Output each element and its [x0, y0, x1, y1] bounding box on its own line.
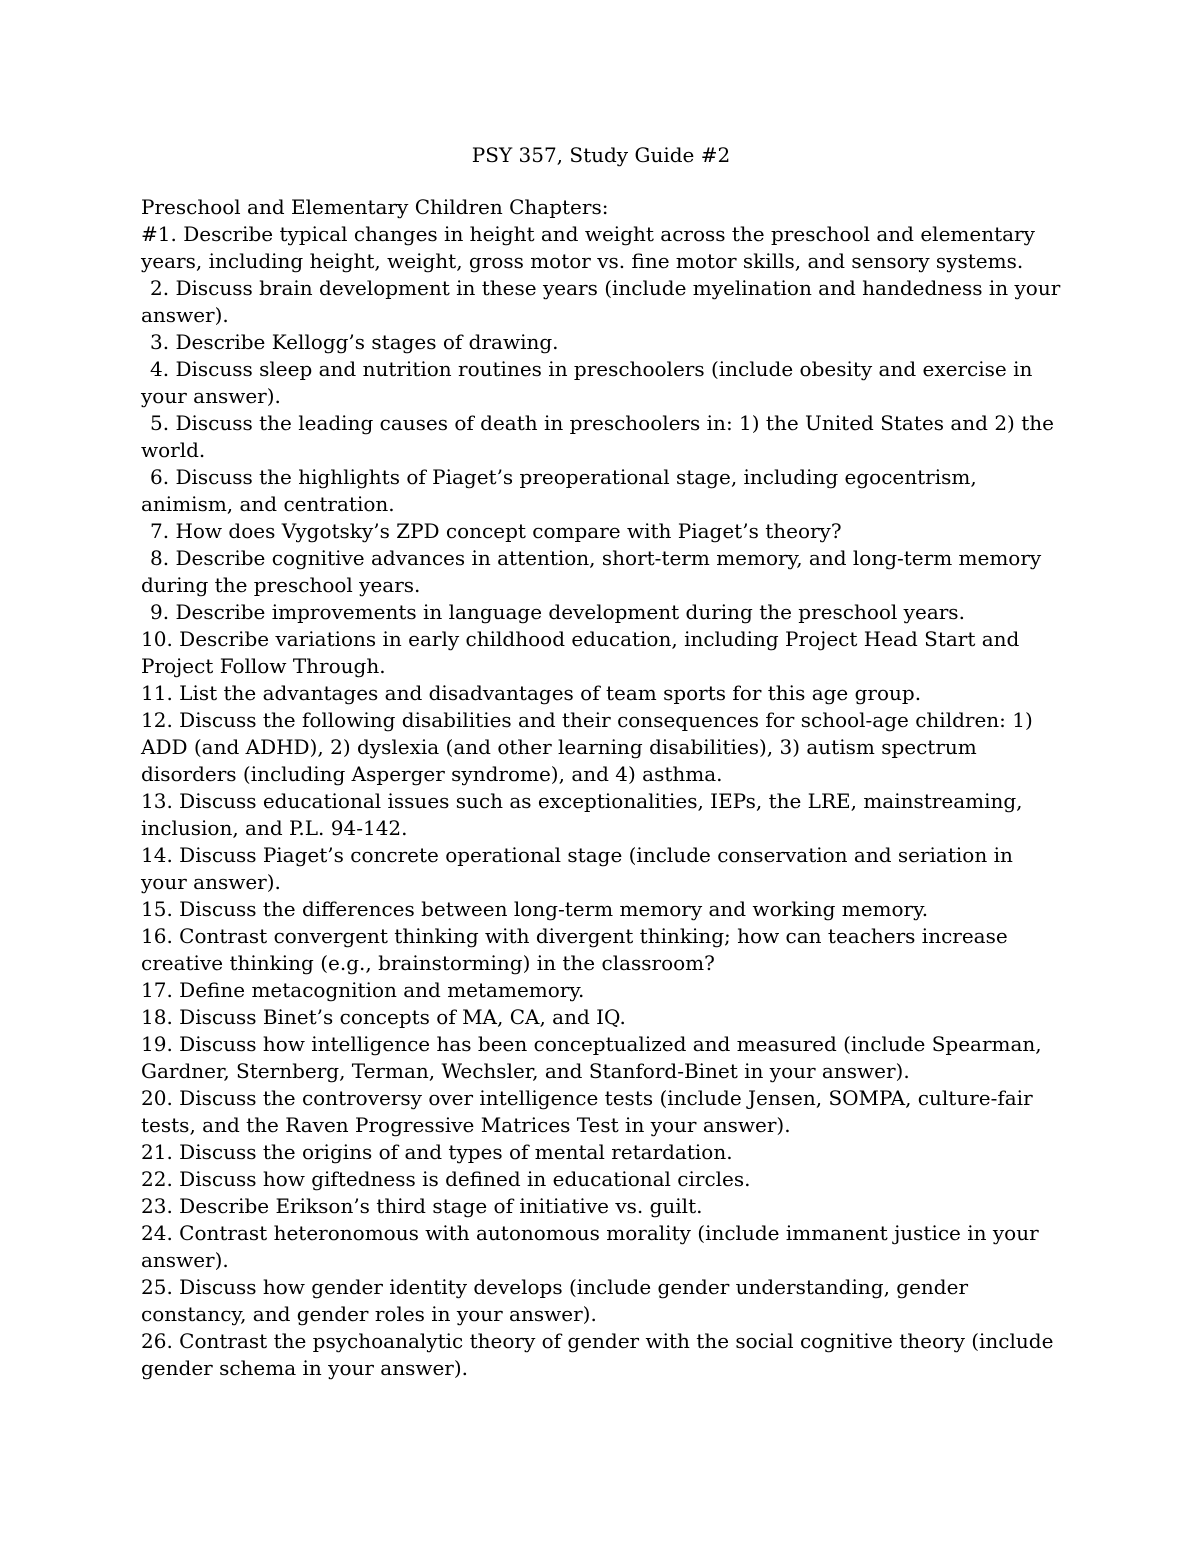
question-number: 9.: [150, 600, 170, 624]
question-item: [141, 1031, 1061, 1085]
question-item: [141, 923, 1061, 977]
question-text: Discuss how gender identity develops (include gender understanding, gender constancy, and gender roles in your answer).: [141, 1275, 968, 1326]
question-number: 5.: [150, 411, 170, 435]
question-text: Discuss Piaget’s concrete operational stage (include conservation and seriation in your answer).: [141, 843, 1013, 894]
question-number: 14.: [141, 843, 173, 867]
question-text: Discuss educational issues such as exceptionalities, IEPs, the LRE, mainstreaming, inclusion, and P.L. 94-142.: [141, 789, 1023, 840]
question-item: [141, 1166, 1061, 1193]
question-number: 21.: [141, 1140, 173, 1164]
question-text: Discuss the following disabilities and their consequences for school-age children: 1) ADD (and ADHD), 2) dyslexia (and other learning disabilities), 3) autism spectrum disorders (including Asperger syndrome), and 4) asthma.: [141, 708, 1033, 786]
question-number: 13.: [141, 789, 173, 813]
question-number: 26.: [141, 1329, 173, 1353]
question-item: [141, 1328, 1061, 1382]
question-text: Discuss the differences between long-term memory and working memory.: [172, 897, 929, 921]
question-text: Define metacognition and metamemory.: [172, 978, 585, 1002]
document-title: PSY 357, Study Guide #2: [471, 143, 731, 167]
question-number: 24.: [141, 1221, 173, 1245]
question-text: Discuss how intelligence has been conceptualized and measured (include Spearman, Gardner, Sternberg, Terman, Wechsler, and Stanford-Binet in your answer).: [141, 1032, 1042, 1083]
question-number: 18.: [141, 1005, 173, 1029]
question-item: [141, 626, 1061, 680]
question-number: 16.: [141, 924, 173, 948]
question-text: Discuss sleep and nutrition routines in preschoolers (include obesity and exercise in your answer).: [141, 357, 1033, 408]
question-number: 22.: [141, 1167, 173, 1191]
question-text: List the advantages and disadvantages of team sports for this age group.: [172, 681, 922, 705]
question-item: [141, 977, 1061, 1004]
question-item: [141, 1274, 1061, 1328]
question-text: Contrast the psychoanalytic theory of gender with the social cognitive theory (include gender schema in your answer).: [141, 1329, 1054, 1380]
question-number: 2.: [150, 276, 170, 300]
question-number: 7.: [150, 519, 170, 543]
question-number: 12.: [141, 708, 173, 732]
section-heading: Preschool and Elementary Children Chapters:: [141, 195, 609, 219]
question-number: 10.: [141, 627, 173, 651]
question-number: #1.: [141, 222, 177, 246]
question-list: [141, 221, 1061, 1382]
question-item: [141, 1220, 1061, 1274]
question-item: [141, 356, 1061, 410]
question-item: [141, 788, 1061, 842]
question-text: Describe variations in early childhood education, including Project Head Start and Project Follow Through.: [141, 627, 1020, 678]
question-item: [141, 707, 1061, 788]
question-text: Describe cognitive advances in attention, short-term memory, and long-term memory during the preschool years.: [141, 546, 1042, 597]
question-item: [141, 1085, 1061, 1139]
question-item: [141, 1139, 1061, 1166]
question-text: Discuss brain development in these years (include myelination and handedness in your answer).: [141, 276, 1061, 327]
question-number: 3.: [150, 330, 170, 354]
question-text: Describe Kellogg’s stages of drawing.: [169, 330, 559, 354]
question-number: 25.: [141, 1275, 173, 1299]
question-number: 15.: [141, 897, 173, 921]
question-item: [141, 464, 1061, 518]
question-text: Describe Erikson’s third stage of initiative vs. guilt.: [172, 1194, 703, 1218]
question-item: [141, 410, 1061, 464]
question-item: [141, 275, 1061, 329]
document-page: [141, 140, 1061, 1382]
question-number: 6.: [150, 465, 170, 489]
question-item: [141, 599, 1061, 626]
question-number: 8.: [150, 546, 170, 570]
question-number: 4.: [150, 357, 170, 381]
question-text: Discuss the highlights of Piaget’s preoperational stage, including egocentrism, animism, and centration.: [141, 465, 977, 516]
question-text: Discuss the origins of and types of mental retardation.: [172, 1140, 733, 1164]
question-item: [141, 518, 1061, 545]
question-text: Discuss how giftedness is defined in educational circles.: [172, 1167, 751, 1191]
question-item: [141, 221, 1061, 275]
question-number: 20.: [141, 1086, 173, 1110]
question-number: 19.: [141, 1032, 173, 1056]
question-item: [141, 329, 1061, 356]
question-number: 23.: [141, 1194, 173, 1218]
question-text: Contrast heteronomous with autonomous morality (include immanent justice in your answer).: [141, 1221, 1039, 1272]
question-item: [141, 545, 1061, 599]
question-number: 11.: [141, 681, 173, 705]
question-text: Describe improvements in language development during the preschool years.: [169, 600, 965, 624]
question-item: [141, 896, 1061, 923]
question-item: [141, 1004, 1061, 1031]
question-text: How does Vygotsky’s ZPD concept compare with Piaget’s theory?: [169, 519, 842, 543]
question-item: [141, 680, 1061, 707]
question-text: Discuss the controversy over intelligence tests (include Jensen, SOMPA, culture-fair tests, and the Raven Progressive Matrices Test in your answer).: [141, 1086, 1033, 1137]
question-item: [141, 1193, 1061, 1220]
question-text: Contrast convergent thinking with divergent thinking; how can teachers increase creative thinking (e.g., brainstorming) in the classroom?: [141, 924, 1008, 975]
question-number: 17.: [141, 978, 173, 1002]
question-text: Describe typical changes in height and weight across the preschool and elementary years, including height, weight, gross motor vs. fine motor skills, and sensory systems.: [141, 222, 1035, 273]
question-text: Discuss the leading causes of death in preschoolers in: 1) the United States and 2) the world.: [141, 411, 1054, 462]
question-text: Discuss Binet’s concepts of MA, CA, and IQ.: [172, 1005, 626, 1029]
question-item: [141, 842, 1061, 896]
